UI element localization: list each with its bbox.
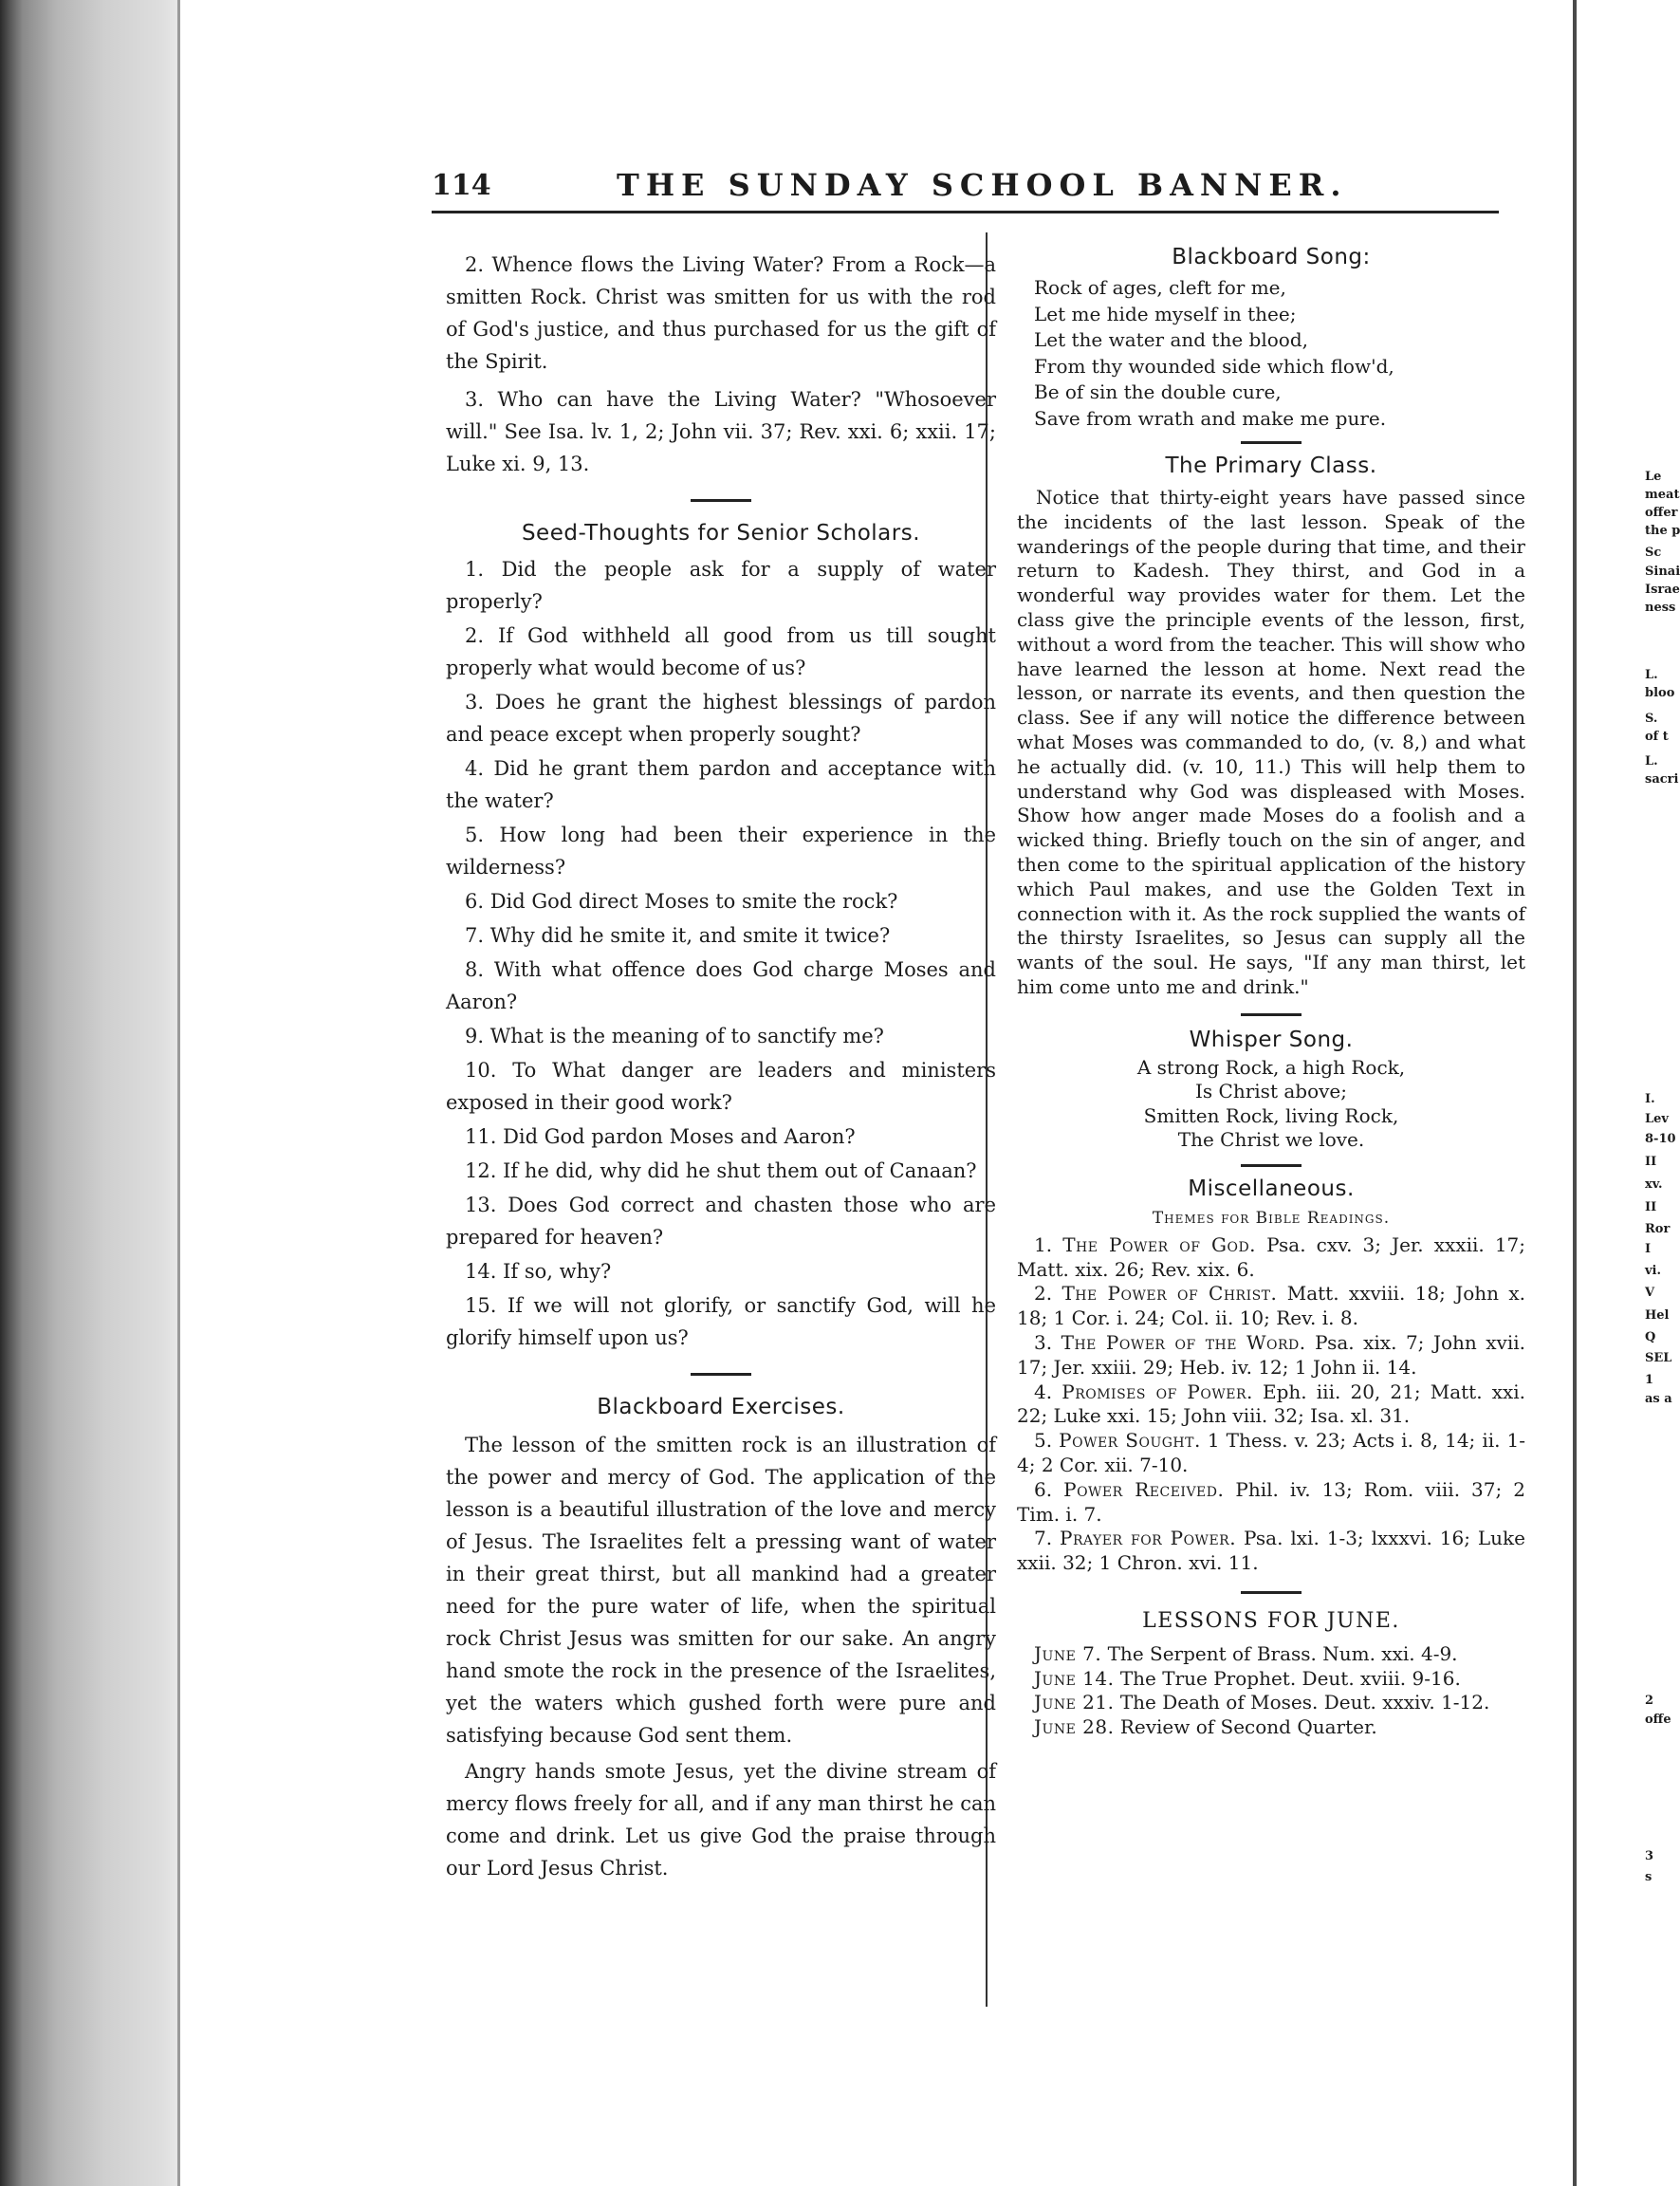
theme-number: 3. — [1034, 1330, 1053, 1354]
whisper-line: Smitten Rock, living Rock, — [1143, 1103, 1399, 1127]
lesson-date: June 28. — [1034, 1715, 1115, 1739]
section-rule — [691, 1373, 751, 1376]
blackboard-exercises-paragraph-2: Angry hands smote Jesus, yet the divine stream of mercy flows freely for all, and if any man thirst he can come and drink. Let us give God the praise through our Lord Jesus Christ. — [446, 1760, 996, 1880]
margin-fragment: II — [1645, 1200, 1657, 1214]
section-rule — [1241, 1164, 1302, 1167]
whisper-line: The Christ we love. — [1177, 1128, 1365, 1152]
margin-fragment: of t — [1645, 730, 1669, 744]
whisper-line: A strong Rock, a high Rock, — [1136, 1055, 1406, 1079]
song-line: Save from wrath and make me pure. — [1034, 406, 1387, 430]
whisper-song-verse — [1017, 1056, 1525, 1153]
seed-question: 15. If we will not glorify, or sanctify God, will he glorify himself upon us? — [446, 1294, 996, 1349]
margin-fragment: L. — [1645, 668, 1658, 682]
margin-fragment: offe — [1645, 1713, 1671, 1727]
seed-question: 9. What is the meaning of to sanctify me? — [465, 1025, 884, 1047]
section-rule — [691, 499, 751, 502]
margin-fragment: Sinai — [1645, 565, 1680, 579]
margin-fragment: sacri — [1645, 772, 1679, 787]
margin-fragment: Sc — [1645, 546, 1662, 560]
margin-fragment: vi. — [1645, 1264, 1662, 1278]
seed-question: 14. If so, why? — [465, 1260, 612, 1283]
margin-fragment: I. — [1645, 1092, 1655, 1106]
seed-questions-list — [446, 553, 996, 1354]
theme-references: Psa. lxi. 1-3; lxxxvi. 16; Luke xxii. 32; 1 Chron. xvi. 11. — [1017, 1527, 1526, 1575]
lessons-heading: LESSONS FOR JUNE. — [1142, 1608, 1400, 1633]
seed-question: 3. Does he grant the highest blessings of pardon and peace except when properly sought? — [446, 691, 996, 746]
margin-fragment: I — [1645, 1242, 1652, 1256]
song-line: Rock of ages, cleft for me, — [1034, 276, 1286, 299]
margin-fragment: II — [1645, 1155, 1657, 1169]
theme-title: The Power of God. — [1062, 1232, 1257, 1256]
margin-fragment: s — [1645, 1870, 1652, 1884]
theme-title: Power Sought. — [1059, 1429, 1201, 1453]
theme-number: 7. — [1034, 1527, 1053, 1550]
theme-title: The Power of the Word. — [1061, 1330, 1306, 1354]
theme-title: Promises of Power. — [1062, 1380, 1253, 1403]
lesson-title: The Serpent of Brass. Num. xxi. 4-9. — [1107, 1641, 1458, 1665]
theme-title: Prayer for Power. — [1060, 1527, 1237, 1550]
theme-title: Power Received. — [1063, 1477, 1225, 1501]
seed-question: 6. Did God direct Moses to smite the rock? — [465, 890, 898, 913]
themes-subheading: Themes for Bible Readings. — [1152, 1208, 1391, 1228]
right-column — [1017, 245, 1525, 1740]
header-rule — [432, 211, 1499, 213]
theme-references: Matt. xxviii. 18; John x. 18; 1 Cor. i. 24; Col. ii. 10; Rev. i. 8. — [1017, 1282, 1525, 1330]
theme-number: 4. — [1034, 1380, 1053, 1403]
lesson-date: June 7. — [1034, 1641, 1102, 1665]
theme-number: 1. — [1034, 1232, 1053, 1256]
margin-fragment: 2 — [1645, 1694, 1654, 1708]
lesson-item — [1017, 1667, 1525, 1692]
whisper-line: Is Christ above; — [1195, 1080, 1347, 1103]
adjacent-page-rule — [1573, 0, 1577, 2186]
theme-number: 5. — [1034, 1429, 1053, 1453]
theme-references: Phil. iv. 13; Rom. viii. 37; 2 Tim. i. 7. — [1017, 1477, 1525, 1526]
lesson-item — [1017, 1715, 1525, 1740]
seed-question: 12. If he did, why did he shut them out of Canaan? — [465, 1159, 977, 1182]
margin-fragment: 1 — [1645, 1373, 1654, 1387]
margin-fragment: Q — [1645, 1330, 1656, 1344]
seed-question: 13. Does God correct and chasten those who are prepared for heaven? — [446, 1194, 996, 1249]
theme-item — [1017, 1282, 1525, 1331]
theme-item — [1017, 1380, 1525, 1430]
blackboard-song-verse — [1034, 275, 1525, 432]
lesson-title: The True Prophet. Deut. xviii. 9-16. — [1119, 1666, 1461, 1690]
theme-item — [1017, 1233, 1525, 1283]
song-line: Let me hide myself in thee; — [1034, 302, 1297, 325]
intro-question-2: 2. Whence flows the Living Water? From a Rock—a smitten Rock. Christ was smitten for us with the rod of God's justice, and thus purchased for us the gift of the Spirit. — [446, 253, 996, 373]
lesson-title: Review of Second Quarter. — [1119, 1715, 1377, 1739]
theme-item — [1017, 1429, 1525, 1478]
blackboard-exercises-paragraph-1: The lesson of the smitten rock is an illustration of the power and mercy of God. The application of the lesson is a beautiful illustration of the love and mercy of Jesus. The Israelites felt a pressing want of water in their great thirst, but all mankind had a greater need for the pure water of life, when the spiritual rock Christ Jesus was smitten for our sake. An angry hand smote the rock in the presence of the Israelites, yet the waters which gushed forth were pure and satisfying because God sent them. — [446, 1434, 996, 1747]
blackboard-song-heading: Blackboard Song: — [1172, 245, 1371, 269]
miscellaneous-heading: Miscellaneous. — [1188, 1176, 1355, 1201]
margin-fragment: as a — [1645, 1392, 1672, 1406]
theme-references: 1 Thess. v. 23; Acts i. 8, 14; ii. 1-4; 2 Cor. xii. 7-10. — [1017, 1429, 1525, 1476]
seed-question: 2. If God withheld all good from us till sought properly what would become of us? — [446, 624, 996, 679]
seed-question: 7. Why did he smite it, and smite it twice? — [465, 924, 891, 947]
margin-fragment: the p — [1645, 524, 1680, 538]
seed-question: 1. Did the people ask for a supply of water properly? — [446, 558, 996, 613]
margin-fragment: 8-10 — [1645, 1132, 1676, 1146]
margin-fragment: 3 — [1645, 1849, 1654, 1863]
primary-class-text: Notice that thirty-eight years have passed since the incidents of the last lesson. Speak of the wanderings of the people during that time, and their return to Kadesh. They thirst, and God in a wonderful way provides water for them. Let the class give the principle events of the lesson, first, without a word from the teacher. This will show who have learned the lesson at home. Next read the lesson, or narrate its events, and then question the class. See if any will notice the difference between what Moses was commanded to do, (v. 8,) and what he actually did. (v. 10, 11.) This will help them to understand why God was displeased with Moses. Show how anger made Moses do a foolish and a wicked thing. Briefly touch on the sin of anger, and then come to the spiritual application of the history which Paul makes, and use the Golden Text in connection with it. As the rock supplied the wants of the thirsty Israelites, so Jesus can supply all the wants of the soul. He says, "If any man thirst, let him come unto me and drink." — [1017, 486, 1525, 998]
theme-number: 2. — [1034, 1282, 1053, 1306]
seed-question: 11. Did God pardon Moses and Aaron? — [465, 1125, 856, 1148]
margin-fragment: V — [1645, 1286, 1655, 1300]
blackboard-exercises-heading: Blackboard Exercises. — [597, 1395, 845, 1419]
seed-question: 5. How long had been their experience in the wilderness? — [446, 824, 996, 879]
lesson-item — [1017, 1691, 1525, 1715]
theme-references: Psa. xix. 7; John xvii. 17; Jer. xxiii. 29; Heb. iv. 12; 1 John ii. 14. — [1017, 1330, 1525, 1379]
margin-fragment: L. — [1645, 754, 1658, 769]
margin-fragment: Lev — [1645, 1112, 1669, 1126]
section-rule — [1241, 441, 1302, 444]
lesson-date: June 21. — [1034, 1691, 1115, 1714]
whisper-song-heading: Whisper Song. — [1189, 1027, 1354, 1052]
lesson-item — [1017, 1642, 1525, 1667]
song-line: Be of sin the double cure, — [1034, 380, 1282, 403]
lessons-list — [1017, 1642, 1525, 1740]
margin-fragment: Le — [1645, 470, 1662, 484]
margin-fragment: xv. — [1645, 1177, 1663, 1192]
themes-list — [1017, 1233, 1525, 1576]
seed-question: 10. To What danger are leaders and ministers exposed in their good work? — [446, 1059, 996, 1114]
theme-references: Psa. cxv. 3; Jer. xxxii. 17; Matt. xix. 26; Rev. xix. 6. — [1017, 1232, 1526, 1281]
seed-question: 4. Did he grant them pardon and acceptance with the water? — [446, 757, 996, 812]
lesson-title: The Death of Moses. Deut. xxxiv. 1-12. — [1119, 1691, 1490, 1714]
margin-fragment: meat — [1645, 488, 1680, 502]
theme-references: Eph. iii. 20, 21; Matt. xxi. 22; Luke xxi. 15; John viii. 32; Isa. xl. 31. — [1017, 1380, 1526, 1428]
lesson-date: June 14. — [1034, 1666, 1115, 1690]
margin-fragment: ness — [1645, 601, 1676, 615]
section-rule — [1241, 1013, 1302, 1016]
margin-fragment: Hel — [1645, 1308, 1670, 1323]
primary-class-heading: The Primary Class. — [1165, 454, 1377, 478]
theme-item — [1017, 1478, 1525, 1528]
left-column — [446, 249, 996, 1884]
margin-fragment: bloo — [1645, 686, 1675, 700]
margin-fragment: SEL — [1645, 1351, 1672, 1365]
margin-fragment: Ror — [1645, 1222, 1671, 1236]
margin-fragment: offer — [1645, 506, 1678, 520]
theme-number: 6. — [1034, 1477, 1053, 1501]
theme-item — [1017, 1331, 1525, 1380]
margin-fragment: Israe — [1645, 583, 1680, 597]
intro-question-3: 3. Who can have the Living Water? "Whosoever will." See Isa. lv. 1, 2; John vii. 37; Rev. xxi. 6; xxii. 17; Luke xi. 9, 13. — [446, 388, 996, 475]
book-page-edge — [0, 0, 180, 2186]
seed-thoughts-heading: Seed-Thoughts for Senior Scholars. — [521, 521, 921, 546]
song-line: From thy wounded side which flow'd, — [1034, 354, 1394, 378]
theme-item — [1017, 1527, 1525, 1576]
section-rule — [1241, 1591, 1302, 1594]
running-head: THE SUNDAY SCHOOL BANNER. — [617, 167, 1348, 203]
seed-question: 8. With what offence does God charge Moses and Aaron? — [446, 958, 996, 1013]
song-line: Let the water and the blood, — [1034, 328, 1308, 351]
theme-title: The Power of Christ. — [1062, 1282, 1278, 1306]
margin-fragment: S. — [1645, 712, 1658, 726]
page-number: 114 — [432, 169, 491, 202]
